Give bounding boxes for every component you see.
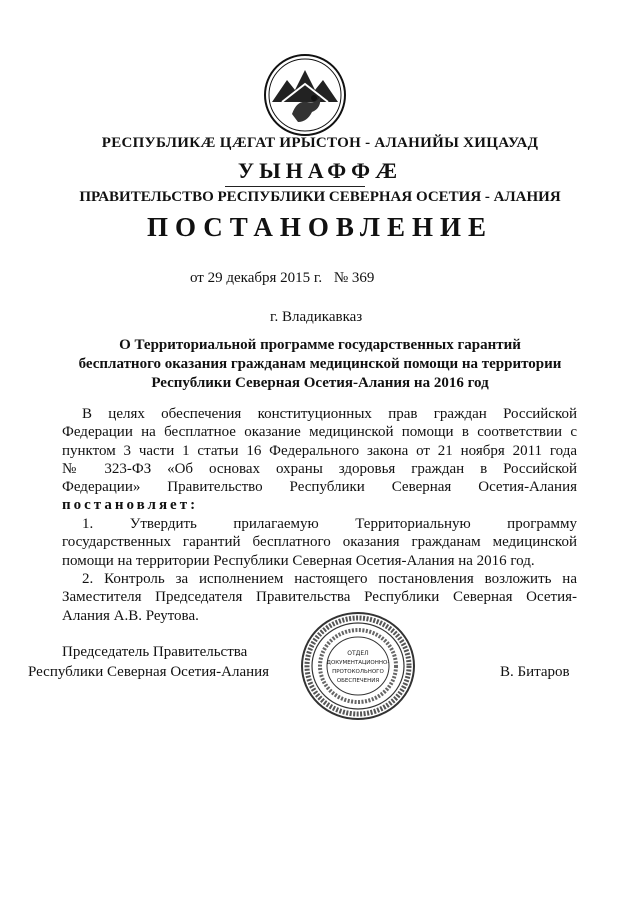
body-line: Федерации» Правительство Республики Северная Осетия-Алания <box>62 479 577 495</box>
body-line: 2. Контроль за исполнением настоящего постановления возложить на <box>82 571 577 587</box>
body-line-resolves: постановляет: <box>62 497 199 513</box>
doc-title-line: Республики Северная Осетия-Алания на 2016 год <box>151 375 489 391</box>
republic-title-ossetian: РЕСПУБЛИКÆ ЦÆГАТ ИРЫСТОН - АЛАНИЙЫ ХИЦАУАД <box>101 135 539 151</box>
date-line <box>190 270 382 287</box>
signatory-position-line1: Председатель Правительства <box>62 644 248 660</box>
body-line: Заместителя Председателя Правительства Республики Северная Осетия- <box>62 589 577 605</box>
body-line: помощи на территории Республики Северная Осетия-Алания на 2016 год. <box>62 553 535 569</box>
body-line: государственных гарантий бесплатного оказания гражданам медицинской <box>62 534 577 550</box>
body-line: пунктом 3 части 1 статьи 16 Федерального закона от 21 ноября 2011 года <box>62 443 577 459</box>
body-line: В целях обеспечения конституционных прав граждан Российской <box>82 406 577 422</box>
signatory-name: В. Битаров <box>500 664 570 680</box>
doc-date: от 29 декабря 2015 г. <box>190 270 323 286</box>
doc-title-line: бесплатного оказания гражданам медицинской помощи на территории <box>78 356 562 372</box>
svg-text:ПРОТОКОЛЬНОГО: ПРОТОКОЛЬНОГО <box>332 669 384 675</box>
svg-text:ОТДЕЛ: ОТДЕЛ <box>347 650 369 657</box>
body-line: 1. Утвердить прилагаемую Территориальную программу <box>82 516 577 532</box>
body-line: Федерации на бесплатное оказание медицинской помощи в соответствии с <box>62 424 577 440</box>
body-line: № 323-ФЗ «Об основах охраны здоровья граждан в Российской <box>62 461 577 477</box>
header-divider <box>225 186 365 187</box>
coat-of-arms-emblem <box>262 52 348 138</box>
doc-city: г. Владикавказ <box>270 309 363 325</box>
doc-type-ossetian: УЫНАФФÆ <box>237 158 403 183</box>
doc-title-line: О Территориальной программе государственных гарантий <box>119 337 521 353</box>
signatory-position-line2: Республики Северная Осетия-Алания <box>28 664 270 680</box>
doc-number: № 369 <box>333 270 375 286</box>
official-seal-stamp <box>298 610 420 722</box>
svg-text:ОБЕСПЕЧЕНИЯ: ОБЕСПЕЧЕНИЯ <box>336 678 380 684</box>
government-title: ПРАВИТЕЛЬСТВО РЕСПУБЛИКИ СЕВЕРНАЯ ОСЕТИЯ - АЛАНИЯ <box>79 189 561 205</box>
body-line: Алания А.В. Реутова. <box>62 608 199 624</box>
doc-type-title: ПОСТАНОВЛЕНИЕ <box>146 212 494 242</box>
svg-text:ДОКУМЕНТАЦИОННО-: ДОКУМЕНТАЦИОННО- <box>326 660 390 666</box>
